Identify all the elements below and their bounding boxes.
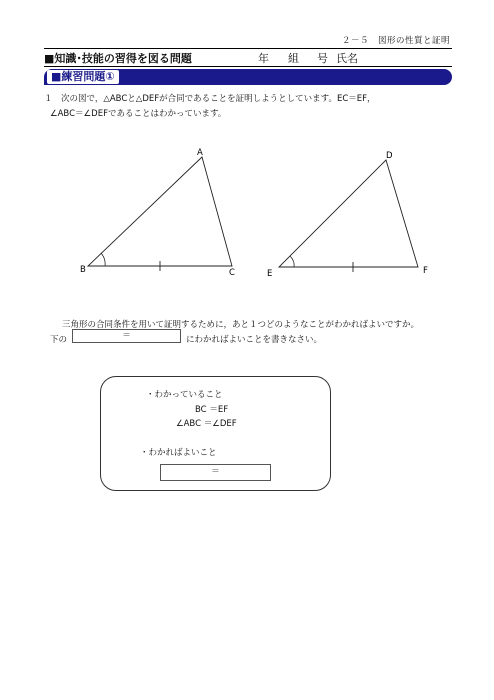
- known-angle: ∠ABC ＝∠DEF: [176, 419, 237, 429]
- question-suffix: にわかればよいことを書きなさい。: [186, 335, 323, 345]
- problem-line-2: ∠ABC＝∠DEFであることはわかっています。: [50, 109, 227, 119]
- problem-line-1: １ 次の図で，△ABCと△DEFが合同であることを証明しようとしています。EC＝EF，: [44, 94, 376, 104]
- answer-box[interactable]: ＝: [72, 329, 181, 343]
- header-number-label: 号: [317, 52, 328, 65]
- label-e: E: [267, 269, 273, 279]
- label-f: F: [423, 266, 428, 276]
- question-prefix: 下の: [50, 335, 68, 345]
- angle-mark-e: [290, 256, 294, 267]
- label-b: B: [80, 265, 86, 275]
- label-d: D: [386, 151, 393, 161]
- label-c: C: [229, 268, 235, 278]
- angle-mark-b: [101, 253, 105, 266]
- triangle-def: [279, 160, 418, 267]
- summary-answer-box[interactable]: ＝: [160, 464, 271, 481]
- header-name-label: 氏名: [336, 52, 358, 65]
- header-title: ■知識･技能の習得を図る問題: [44, 52, 192, 65]
- need-title: ・わかればよいこと: [140, 448, 217, 458]
- label-a: A: [197, 148, 203, 158]
- known-title: ・わかっていること: [146, 390, 223, 400]
- section-label: ■練習問題①: [47, 70, 119, 84]
- known-bc-ef: BC ＝EF: [195, 405, 229, 415]
- unit-title: ２－５ 図形の性質と証明: [341, 36, 450, 46]
- question-line: 三角形の合同条件を用いて証明するために，あと１つどのようなことがわかればよいですか。: [62, 320, 420, 330]
- triangle-abc: [88, 157, 232, 266]
- header-class-label: 組: [288, 52, 299, 65]
- header-year-label: 年: [258, 52, 269, 65]
